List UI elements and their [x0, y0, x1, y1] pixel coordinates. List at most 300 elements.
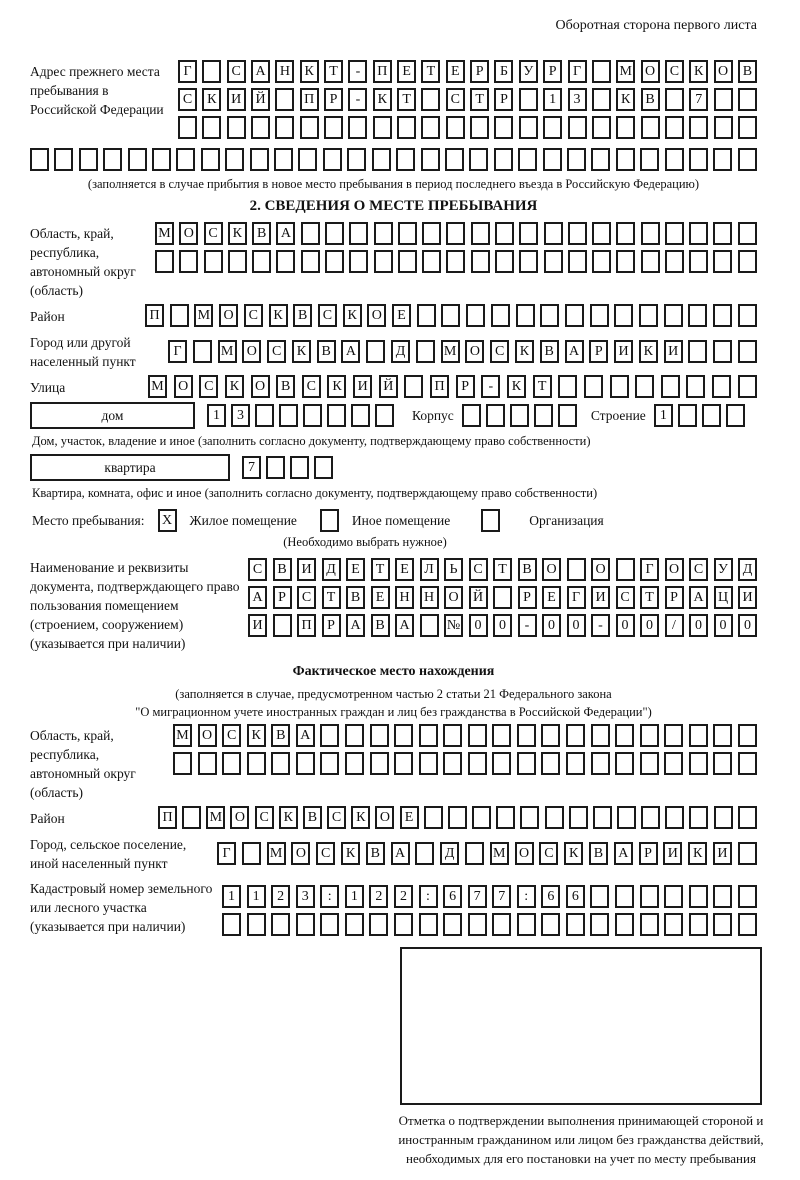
char-box[interactable]: О — [291, 842, 310, 865]
char-box[interactable] — [615, 752, 634, 775]
char-box[interactable]: И — [664, 340, 683, 363]
char-box[interactable]: С — [490, 340, 509, 363]
char-box[interactable] — [639, 304, 658, 327]
char-box[interactable] — [519, 222, 538, 245]
char-box[interactable] — [30, 148, 49, 171]
char-box[interactable]: 2 — [394, 885, 413, 908]
char-box[interactable]: 6 — [443, 885, 462, 908]
char-box[interactable] — [614, 304, 633, 327]
char-box[interactable]: К — [202, 88, 221, 111]
char-box[interactable] — [419, 724, 438, 747]
char-box[interactable]: К — [247, 724, 266, 747]
char-box[interactable]: П — [297, 614, 316, 637]
char-box[interactable] — [345, 913, 364, 936]
char-box[interactable]: С — [222, 724, 241, 747]
char-box[interactable]: 1 — [654, 404, 673, 427]
char-box[interactable] — [271, 913, 290, 936]
char-box[interactable] — [300, 116, 319, 139]
char-box[interactable] — [370, 724, 389, 747]
char-box[interactable] — [738, 724, 757, 747]
char-box[interactable] — [198, 752, 217, 775]
char-box[interactable]: 1 — [247, 885, 266, 908]
char-box[interactable]: А — [341, 340, 360, 363]
char-box[interactable]: 7 — [492, 885, 511, 908]
char-box[interactable] — [702, 404, 721, 427]
char-box[interactable] — [584, 375, 603, 398]
char-box[interactable]: Н — [275, 60, 294, 83]
char-box[interactable]: Г — [217, 842, 236, 865]
char-box[interactable]: О — [665, 558, 684, 581]
char-box[interactable] — [543, 116, 562, 139]
char-box[interactable]: Р — [494, 88, 513, 111]
char-box[interactable] — [320, 509, 339, 532]
char-box[interactable]: Р — [639, 842, 658, 865]
char-box[interactable] — [590, 885, 609, 908]
char-box[interactable] — [419, 752, 438, 775]
char-box[interactable]: И — [713, 842, 732, 865]
char-box[interactable]: Е — [446, 60, 465, 83]
char-box[interactable] — [443, 724, 462, 747]
char-box[interactable]: К — [292, 340, 311, 363]
char-box[interactable]: В — [303, 806, 322, 829]
char-box[interactable] — [397, 116, 416, 139]
char-box[interactable] — [250, 148, 269, 171]
char-box[interactable] — [325, 250, 344, 273]
char-box[interactable] — [569, 806, 588, 829]
char-box[interactable] — [369, 913, 388, 936]
char-box[interactable]: О — [179, 222, 198, 245]
char-box[interactable]: 7 — [468, 885, 487, 908]
char-box[interactable] — [493, 586, 512, 609]
char-box[interactable]: - — [481, 375, 500, 398]
char-box[interactable] — [518, 148, 537, 171]
char-box[interactable]: - — [348, 88, 367, 111]
char-box[interactable] — [520, 806, 539, 829]
char-box[interactable] — [296, 752, 315, 775]
char-box[interactable] — [516, 304, 535, 327]
char-box[interactable]: В — [271, 724, 290, 747]
char-box[interactable]: К — [373, 88, 392, 111]
char-box[interactable] — [738, 88, 757, 111]
char-box[interactable]: М — [490, 842, 509, 865]
char-box[interactable]: Е — [542, 586, 561, 609]
char-box[interactable] — [279, 404, 298, 427]
char-box[interactable] — [640, 913, 659, 936]
char-box[interactable]: 7 — [242, 456, 261, 479]
char-box[interactable] — [372, 148, 391, 171]
char-box[interactable] — [469, 148, 488, 171]
char-box[interactable]: В — [252, 222, 271, 245]
char-box[interactable] — [492, 913, 511, 936]
char-box[interactable] — [615, 885, 634, 908]
char-box[interactable]: М — [148, 375, 167, 398]
house-type-box[interactable]: дом — [30, 402, 195, 429]
char-box[interactable]: Е — [392, 304, 411, 327]
char-box[interactable]: М — [194, 304, 213, 327]
char-box[interactable] — [54, 148, 73, 171]
char-box[interactable] — [664, 885, 683, 908]
char-box[interactable]: 1 — [345, 885, 364, 908]
char-box[interactable]: Н — [420, 586, 439, 609]
char-box[interactable]: О — [242, 340, 261, 363]
char-box[interactable] — [375, 404, 394, 427]
char-box[interactable]: 3 — [568, 88, 587, 111]
char-box[interactable] — [616, 116, 635, 139]
char-box[interactable] — [176, 148, 195, 171]
char-box[interactable] — [481, 509, 500, 532]
char-box[interactable]: 0 — [616, 614, 635, 637]
char-box[interactable] — [519, 250, 538, 273]
char-box[interactable] — [320, 724, 339, 747]
char-box[interactable]: Ь — [444, 558, 463, 581]
char-box[interactable] — [416, 340, 435, 363]
char-box[interactable]: Г — [568, 60, 587, 83]
char-box[interactable]: Р — [665, 586, 684, 609]
char-box[interactable]: 3 — [296, 885, 315, 908]
char-box[interactable] — [738, 222, 757, 245]
char-box[interactable]: Р — [589, 340, 608, 363]
char-box[interactable]: Т — [470, 88, 489, 111]
char-box[interactable]: 1 — [207, 404, 226, 427]
char-box[interactable]: : — [419, 885, 438, 908]
char-box[interactable]: О — [714, 60, 733, 83]
char-box[interactable] — [179, 250, 198, 273]
char-box[interactable]: П — [430, 375, 449, 398]
char-box[interactable] — [519, 88, 538, 111]
char-box[interactable]: Р — [470, 60, 489, 83]
char-box[interactable] — [327, 404, 346, 427]
char-box[interactable] — [468, 724, 487, 747]
char-box[interactable] — [568, 250, 587, 273]
char-box[interactable] — [641, 222, 660, 245]
char-box[interactable] — [222, 752, 241, 775]
char-box[interactable] — [271, 752, 290, 775]
char-box[interactable]: И — [297, 558, 316, 581]
char-box[interactable] — [347, 148, 366, 171]
char-box[interactable] — [591, 752, 610, 775]
char-box[interactable]: В — [276, 375, 295, 398]
char-box[interactable]: О — [515, 842, 534, 865]
char-box[interactable] — [296, 913, 315, 936]
char-box[interactable]: А — [276, 222, 295, 245]
char-box[interactable]: С — [616, 586, 635, 609]
char-box[interactable]: Д — [391, 340, 410, 363]
char-box[interactable] — [689, 724, 708, 747]
char-box[interactable]: X — [158, 509, 177, 532]
char-box[interactable]: 0 — [567, 614, 586, 637]
char-box[interactable]: Г — [567, 586, 586, 609]
char-box[interactable] — [155, 250, 174, 273]
char-box[interactable] — [495, 222, 514, 245]
char-box[interactable] — [713, 752, 732, 775]
char-box[interactable] — [251, 116, 270, 139]
char-box[interactable] — [616, 250, 635, 273]
char-box[interactable] — [640, 148, 659, 171]
char-box[interactable] — [544, 222, 563, 245]
char-box[interactable]: / — [665, 614, 684, 637]
char-box[interactable]: М — [441, 340, 460, 363]
char-box[interactable]: 0 — [689, 614, 708, 637]
char-box[interactable] — [274, 148, 293, 171]
char-box[interactable]: С — [469, 558, 488, 581]
char-box[interactable]: Р — [456, 375, 475, 398]
char-box[interactable] — [394, 752, 413, 775]
char-box[interactable] — [345, 752, 364, 775]
char-box[interactable] — [566, 913, 585, 936]
char-box[interactable]: О — [198, 724, 217, 747]
char-box[interactable] — [152, 148, 171, 171]
char-box[interactable]: О — [251, 375, 270, 398]
char-box[interactable]: Т — [533, 375, 552, 398]
char-box[interactable] — [714, 806, 733, 829]
char-box[interactable]: С — [297, 586, 316, 609]
char-box[interactable] — [641, 116, 660, 139]
char-box[interactable] — [665, 148, 684, 171]
char-box[interactable]: И — [663, 842, 682, 865]
char-box[interactable]: И — [353, 375, 372, 398]
char-box[interactable]: К — [515, 340, 534, 363]
char-box[interactable]: В — [589, 842, 608, 865]
char-box[interactable]: О — [465, 340, 484, 363]
char-box[interactable]: С — [204, 222, 223, 245]
char-box[interactable] — [540, 304, 559, 327]
char-box[interactable]: М — [267, 842, 286, 865]
char-box[interactable] — [398, 222, 417, 245]
char-box[interactable]: И — [738, 586, 757, 609]
char-box[interactable]: С — [178, 88, 197, 111]
char-box[interactable] — [472, 806, 491, 829]
char-box[interactable] — [541, 724, 560, 747]
char-box[interactable] — [534, 404, 553, 427]
char-box[interactable] — [349, 222, 368, 245]
char-box[interactable] — [349, 250, 368, 273]
char-box[interactable] — [491, 304, 510, 327]
char-box[interactable] — [394, 724, 413, 747]
char-box[interactable] — [422, 250, 441, 273]
char-box[interactable]: Т — [640, 586, 659, 609]
char-box[interactable] — [247, 913, 266, 936]
char-box[interactable]: П — [158, 806, 177, 829]
char-box[interactable] — [275, 116, 294, 139]
char-box[interactable] — [252, 250, 271, 273]
char-box[interactable] — [686, 375, 705, 398]
char-box[interactable]: С — [199, 375, 218, 398]
char-box[interactable]: 0 — [714, 614, 733, 637]
char-box[interactable] — [713, 724, 732, 747]
char-box[interactable]: Т — [324, 60, 343, 83]
char-box[interactable] — [204, 250, 223, 273]
char-box[interactable]: В — [293, 304, 312, 327]
char-box[interactable]: В — [371, 614, 390, 637]
char-box[interactable]: К — [507, 375, 526, 398]
char-box[interactable]: А — [614, 842, 633, 865]
char-box[interactable]: Т — [322, 586, 341, 609]
char-box[interactable] — [738, 806, 757, 829]
char-box[interactable] — [712, 375, 731, 398]
char-box[interactable] — [247, 752, 266, 775]
char-box[interactable]: Ц — [714, 586, 733, 609]
char-box[interactable] — [225, 148, 244, 171]
char-box[interactable]: Й — [251, 88, 270, 111]
char-box[interactable]: А — [251, 60, 270, 83]
char-box[interactable] — [565, 304, 584, 327]
char-box[interactable] — [303, 404, 322, 427]
char-box[interactable] — [738, 304, 757, 327]
char-box[interactable] — [462, 404, 481, 427]
char-box[interactable]: В — [540, 340, 559, 363]
char-box[interactable]: Л — [420, 558, 439, 581]
char-box[interactable]: Р — [518, 586, 537, 609]
char-box[interactable] — [510, 404, 529, 427]
char-box[interactable] — [290, 456, 309, 479]
char-box[interactable] — [689, 250, 708, 273]
char-box[interactable] — [227, 116, 246, 139]
char-box[interactable] — [592, 116, 611, 139]
char-box[interactable] — [182, 806, 201, 829]
char-box[interactable]: М — [155, 222, 174, 245]
char-box[interactable] — [665, 222, 684, 245]
char-box[interactable] — [661, 375, 680, 398]
char-box[interactable] — [128, 148, 147, 171]
char-box[interactable] — [545, 806, 564, 829]
char-box[interactable]: 0 — [738, 614, 757, 637]
char-box[interactable] — [592, 60, 611, 83]
char-box[interactable] — [689, 885, 708, 908]
char-box[interactable]: И — [227, 88, 246, 111]
char-box[interactable]: С — [248, 558, 267, 581]
char-box[interactable] — [714, 116, 733, 139]
char-box[interactable] — [664, 913, 683, 936]
char-box[interactable]: И — [614, 340, 633, 363]
char-box[interactable] — [255, 404, 274, 427]
char-box[interactable]: О — [444, 586, 463, 609]
char-box[interactable] — [417, 304, 436, 327]
char-box[interactable]: О — [219, 304, 238, 327]
char-box[interactable]: Т — [371, 558, 390, 581]
char-box[interactable]: И — [591, 586, 610, 609]
char-box[interactable] — [421, 116, 440, 139]
char-box[interactable] — [421, 148, 440, 171]
char-box[interactable] — [465, 842, 484, 865]
char-box[interactable] — [641, 806, 660, 829]
char-box[interactable]: Д — [440, 842, 459, 865]
char-box[interactable] — [79, 148, 98, 171]
char-box[interactable]: - — [518, 614, 537, 637]
char-box[interactable]: Д — [738, 558, 757, 581]
char-box[interactable]: Т — [493, 558, 512, 581]
char-box[interactable] — [665, 88, 684, 111]
char-box[interactable] — [314, 456, 333, 479]
char-box[interactable]: К — [279, 806, 298, 829]
char-box[interactable] — [593, 806, 612, 829]
char-box[interactable]: В — [518, 558, 537, 581]
char-box[interactable]: К — [688, 842, 707, 865]
char-box[interactable] — [678, 404, 697, 427]
char-box[interactable]: К — [269, 304, 288, 327]
char-box[interactable] — [201, 148, 220, 171]
char-box[interactable]: К — [639, 340, 658, 363]
char-box[interactable] — [443, 752, 462, 775]
char-box[interactable]: В — [346, 586, 365, 609]
char-box[interactable]: К — [564, 842, 583, 865]
char-box[interactable]: 6 — [566, 885, 585, 908]
char-box[interactable] — [374, 250, 393, 273]
char-box[interactable]: А — [248, 586, 267, 609]
char-box[interactable] — [301, 250, 320, 273]
char-box[interactable]: М — [173, 724, 192, 747]
char-box[interactable]: С — [327, 806, 346, 829]
char-box[interactable] — [222, 913, 241, 936]
char-box[interactable]: 2 — [271, 885, 290, 908]
char-box[interactable] — [276, 250, 295, 273]
char-box[interactable]: Р — [273, 586, 292, 609]
char-box[interactable] — [640, 724, 659, 747]
char-box[interactable]: - — [591, 614, 610, 637]
char-box[interactable]: К — [300, 60, 319, 83]
char-box[interactable] — [298, 148, 317, 171]
char-box[interactable] — [495, 250, 514, 273]
char-box[interactable] — [398, 250, 417, 273]
char-box[interactable]: О — [591, 558, 610, 581]
char-box[interactable] — [193, 340, 212, 363]
char-box[interactable] — [422, 222, 441, 245]
char-box[interactable] — [738, 752, 757, 775]
char-box[interactable]: Д — [322, 558, 341, 581]
char-box[interactable] — [517, 724, 536, 747]
char-box[interactable] — [616, 148, 635, 171]
char-box[interactable] — [689, 752, 708, 775]
char-box[interactable] — [592, 88, 611, 111]
char-box[interactable]: Т — [421, 60, 440, 83]
char-box[interactable]: С — [318, 304, 337, 327]
char-box[interactable] — [471, 250, 490, 273]
char-box[interactable] — [517, 913, 536, 936]
char-box[interactable]: Е — [346, 558, 365, 581]
char-box[interactable] — [492, 724, 511, 747]
char-box[interactable] — [713, 250, 732, 273]
char-box[interactable]: : — [320, 885, 339, 908]
char-box[interactable] — [640, 752, 659, 775]
char-box[interactable]: О — [367, 304, 386, 327]
char-box[interactable] — [370, 752, 389, 775]
char-box[interactable] — [228, 250, 247, 273]
char-box[interactable]: В — [317, 340, 336, 363]
char-box[interactable]: - — [348, 60, 367, 83]
char-box[interactable] — [738, 250, 757, 273]
char-box[interactable] — [170, 304, 189, 327]
char-box[interactable]: Е — [400, 806, 419, 829]
char-box[interactable]: Г — [640, 558, 659, 581]
char-box[interactable] — [689, 806, 708, 829]
char-box[interactable] — [351, 404, 370, 427]
char-box[interactable] — [324, 116, 343, 139]
char-box[interactable] — [664, 724, 683, 747]
apartment-type-box[interactable]: квартира — [30, 454, 230, 481]
char-box[interactable]: О — [174, 375, 193, 398]
char-box[interactable] — [713, 885, 732, 908]
char-box[interactable]: О — [542, 558, 561, 581]
char-box[interactable] — [541, 913, 560, 936]
char-box[interactable] — [544, 250, 563, 273]
char-box[interactable] — [738, 116, 757, 139]
char-box[interactable]: В — [738, 60, 757, 83]
char-box[interactable] — [466, 304, 485, 327]
char-box[interactable] — [441, 304, 460, 327]
char-box[interactable] — [394, 913, 413, 936]
char-box[interactable]: К — [351, 806, 370, 829]
char-box[interactable] — [373, 116, 392, 139]
char-box[interactable]: С — [244, 304, 263, 327]
